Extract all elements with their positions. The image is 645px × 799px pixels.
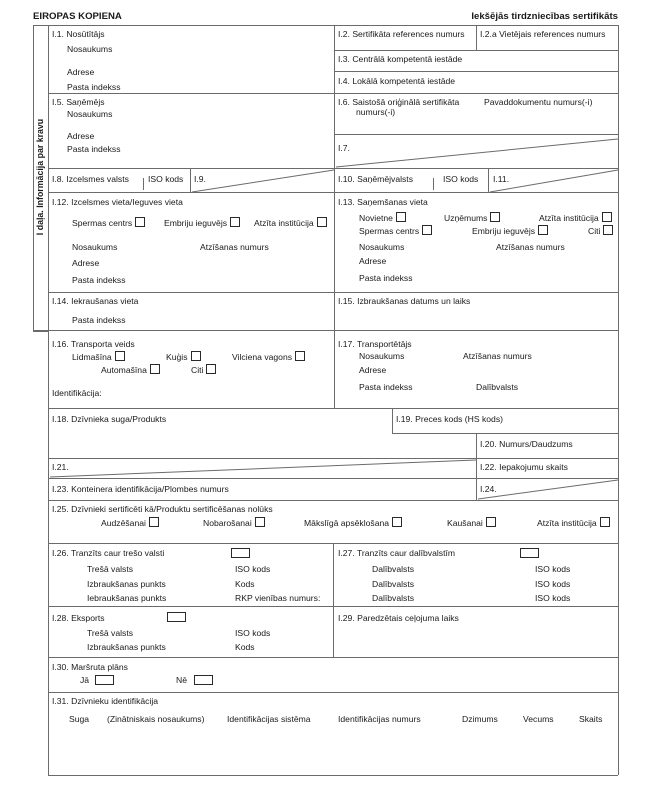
option-i13-approved-body[interactable] (539, 212, 612, 224)
field-i13-approval[interactable]: Atzīšanas numurs (496, 242, 565, 252)
checkbox[interactable] (538, 225, 548, 235)
i28-toggle-box[interactable] (167, 612, 186, 622)
field-i27-state-1[interactable]: Dalībvalsts (372, 564, 415, 574)
field-i28-code[interactable]: Kods (235, 642, 255, 652)
field-i8-label[interactable]: I.8. Izcelsmes valsts (52, 174, 129, 184)
option-i13-holding[interactable] (359, 212, 406, 224)
field-i23-label[interactable]: I.23. Konteinera identifikācija/Plombes numurs (52, 484, 229, 494)
field-i26-label: I.26. Tranzīts caur trešo valsti (52, 548, 165, 558)
field-i30-label: I.30. Maršruta plāns (52, 662, 128, 672)
checkbox[interactable] (392, 517, 402, 527)
field-i30-no-label: Nē (176, 675, 187, 685)
checkbox[interactable] (135, 217, 145, 227)
field-i14-postcode[interactable]: Pasta indekss (72, 315, 126, 325)
field-i26-exit-point[interactable]: Izbraukšanas punkts (87, 579, 166, 589)
field-i3-label[interactable]: I.3. Centrālā kompetentā iestāde (338, 54, 463, 64)
field-i8-iso[interactable]: ISO kods (148, 174, 184, 184)
field-i17-member-state[interactable]: Dalībvalsts (476, 382, 519, 392)
option-label: Novietne (359, 213, 393, 223)
field-i25-label: I.25. Dzīvnieki sertificēti kā/Produktu sertificēšanas nolūks (52, 504, 273, 514)
option-label: Kuģis (166, 352, 188, 362)
column-species: Suga (69, 714, 90, 724)
option-i13-other[interactable] (588, 225, 613, 237)
column-sex: Dzimums (462, 714, 498, 724)
field-i13-postcode[interactable]: Pasta indekss (359, 273, 413, 283)
field-i21-label: I.21. (52, 462, 69, 472)
field-i28-iso[interactable]: ISO kods (235, 628, 271, 638)
option-i25-breeding[interactable] (101, 517, 159, 529)
field-i27-state-2[interactable]: Dalībvalsts (372, 579, 415, 589)
field-i26-bip-number[interactable]: RKP vienības numurs: (235, 593, 321, 603)
field-i2-label[interactable]: I.2. Sertifikāta references numurs (338, 29, 465, 39)
field-i17-address[interactable]: Adrese (359, 365, 387, 375)
option-i16-road-vehicle[interactable] (101, 364, 160, 376)
field-i6-accompanying[interactable]: Pavaddokumentu numurs(-i) (484, 97, 593, 107)
field-i27-iso-2[interactable]: ISO kods (535, 579, 571, 589)
column-quantity: Skaits (579, 714, 603, 724)
field-i11-label: I.11. (493, 174, 510, 184)
option-label: Automašīna (101, 365, 147, 375)
option-label: Embriju ieguvējs (164, 218, 228, 228)
option-label: Spermas centrs (359, 226, 420, 236)
field-i2a-label[interactable]: I.2.a Vietējais references numurs (480, 29, 606, 39)
field-i12-address[interactable]: Adrese (72, 258, 100, 268)
field-i26-code[interactable]: Kods (235, 579, 255, 589)
side-label: I daļa. Informācija par kravu (35, 118, 45, 236)
option-i25-artificial-insemination[interactable] (304, 517, 402, 529)
option-i16-railway[interactable] (232, 351, 305, 363)
option-label: Audzēšanai (101, 518, 146, 528)
field-i17-postcode[interactable]: Pasta indekss (359, 382, 413, 392)
column-id-system: Identifikācijas sistēma (227, 714, 311, 724)
field-i17-approval[interactable]: Atzīšanas numurs (463, 351, 532, 361)
i30-no-box[interactable] (194, 675, 213, 685)
option-i13-establishment[interactable] (444, 212, 500, 224)
field-i15-label[interactable]: I.15. Izbraukšanas datums un laiks (338, 296, 471, 306)
checkbox[interactable] (149, 517, 159, 527)
field-i27-state-3[interactable]: Dalībvalsts (372, 593, 415, 603)
option-label: Uzņēmums (444, 213, 488, 223)
field-i14-label: I.14. Iekraušanas vieta (52, 296, 139, 306)
field-i24-label: I.24. (480, 484, 497, 494)
field-i7-label: I.7. (338, 143, 350, 153)
form-header-right: Iekšējās tirdzniecības sertifikāts (471, 11, 618, 22)
checkbox[interactable] (191, 351, 201, 361)
option-label: Citi (588, 226, 601, 236)
option-label: Lidmašīna (72, 352, 112, 362)
field-i6-label[interactable]: I.6. Saistošā oriģinālā sertifikāta (338, 97, 460, 107)
field-i26-third-country[interactable]: Trešā valsts (87, 564, 134, 574)
checkbox[interactable] (422, 225, 432, 235)
field-i27-label: I.27. Tranzīts caur dalībvalstīm (338, 548, 456, 558)
checkbox[interactable] (255, 517, 265, 527)
i30-yes-box[interactable] (95, 675, 114, 685)
field-i10-iso[interactable]: ISO kods (443, 174, 479, 184)
field-i27-iso-3[interactable]: ISO kods (535, 593, 571, 603)
option-i12-embryo-team[interactable] (164, 217, 240, 229)
field-i16-identification[interactable]: Identifikācija: (52, 388, 102, 398)
field-i22-label[interactable]: I.22. Iepakojumu skaits (480, 462, 568, 472)
field-i4-label[interactable]: I.4. Lokālā kompetentā iestāde (338, 76, 456, 86)
field-i28-exit-point[interactable]: Izbraukšanas punkts (87, 642, 166, 652)
checkbox[interactable] (490, 212, 500, 222)
column-age: Vecums (523, 714, 554, 724)
field-i13-name[interactable]: Nosaukums (359, 242, 405, 252)
option-label: Kaušanai (447, 518, 483, 528)
checkbox[interactable] (486, 517, 496, 527)
field-i13-label: I.13. Saņemšanas vieta (338, 197, 428, 207)
form-header-left: EIROPAS KOPIENA (33, 11, 122, 22)
option-label: Mākslīgā apsēklošana (304, 518, 390, 528)
option-label: Atzīta institūcija (537, 518, 597, 528)
option-label: Atzīta institūcija (254, 218, 314, 228)
field-i6-label-2: numurs(-i) (356, 107, 396, 117)
option-label: Embriju ieguvējs (472, 226, 536, 236)
field-i19-label[interactable]: I.19. Preces kods (HS kods) (396, 414, 503, 424)
field-i26-entry-point[interactable]: Iebraukšanas punkts (87, 593, 167, 603)
option-label: Vilciena vagons (232, 352, 293, 362)
field-i5-address[interactable]: Adrese (67, 131, 95, 141)
checkbox[interactable] (602, 212, 612, 222)
field-i5-postcode[interactable]: Pasta indekss (67, 144, 121, 154)
option-i13-semen-centre[interactable] (359, 225, 432, 237)
option-i13-embryo-team[interactable] (472, 225, 548, 237)
checkbox[interactable] (603, 225, 613, 235)
checkbox[interactable] (230, 217, 240, 227)
option-i16-other[interactable] (191, 364, 216, 376)
field-i31-label: I.31. Dzīvnieku identifikācija (52, 696, 159, 706)
field-i12-label: I.12. Izcelsmes vieta/Ieguves vieta (52, 197, 183, 207)
field-i12-approval[interactable]: Atzīšanas numurs (200, 242, 269, 252)
i27-toggle-box[interactable] (520, 548, 539, 558)
field-i28-label: I.28. Eksports (52, 613, 105, 623)
checkbox[interactable] (600, 517, 610, 527)
checkbox[interactable] (295, 351, 305, 361)
checkbox[interactable] (396, 212, 406, 222)
option-label: Spermas centrs (72, 218, 133, 228)
option-i16-ship[interactable] (166, 351, 201, 363)
field-i17-name[interactable]: Nosaukums (359, 351, 405, 361)
option-label: Citi (191, 365, 204, 375)
column-scientific-name: (Zinātniskais nosaukums) (107, 714, 205, 724)
field-i5-name[interactable]: Nosaukums (67, 109, 113, 119)
option-i25-approved-body[interactable] (537, 517, 610, 529)
field-i13-address[interactable]: Adrese (359, 256, 387, 266)
column-id-number: Identifikācijas numurs (338, 714, 421, 724)
field-i17-label: I.17. Transportētājs (338, 339, 412, 349)
field-i9-label: I.9. (194, 174, 206, 184)
i26-toggle-box[interactable] (231, 548, 250, 558)
checkbox[interactable] (317, 217, 327, 227)
field-i29-label[interactable]: I.29. Paredzētais ceļojuma laiks (338, 613, 459, 623)
field-i16-label: I.16. Transporta veids (52, 339, 135, 349)
field-i12-postcode[interactable]: Pasta indekss (72, 275, 126, 285)
checkbox[interactable] (115, 351, 125, 361)
field-i5-label: I.5. Saņēmējs (52, 97, 105, 107)
field-i1-name[interactable]: Nosaukums (67, 44, 113, 54)
field-i1-postcode[interactable]: Pasta indekss (67, 82, 121, 92)
field-i10-label[interactable]: I.10. Saņēmējvalsts (338, 174, 413, 184)
option-i12-semen-centre[interactable] (72, 217, 145, 229)
option-label: Atzīta institūcija (539, 213, 599, 223)
option-i25-slaughter[interactable] (447, 517, 496, 529)
field-i28-third-country[interactable]: Trešā valsts (87, 628, 134, 638)
field-i26-iso[interactable]: ISO kods (235, 564, 271, 574)
field-i18-label[interactable]: I.18. Dzīvnieka suga/Produkts (52, 414, 167, 424)
option-label: Nobarošanai (203, 518, 252, 528)
option-i16-aeroplane[interactable] (72, 351, 125, 363)
field-i12-name[interactable]: Nosaukums (72, 242, 118, 252)
field-i1-label: I.1. Nosūtītājs (52, 29, 105, 39)
option-i25-fattening[interactable] (203, 517, 265, 529)
field-i27-iso-1[interactable]: ISO kods (535, 564, 571, 574)
field-i20-label[interactable]: I.20. Numurs/Daudzums (480, 439, 573, 449)
checkbox[interactable] (206, 364, 216, 374)
field-i30-yes-label: Jā (80, 675, 90, 685)
field-i1-address[interactable]: Adrese (67, 67, 95, 77)
checkbox[interactable] (150, 364, 160, 374)
option-i12-approved-body[interactable] (254, 217, 327, 229)
